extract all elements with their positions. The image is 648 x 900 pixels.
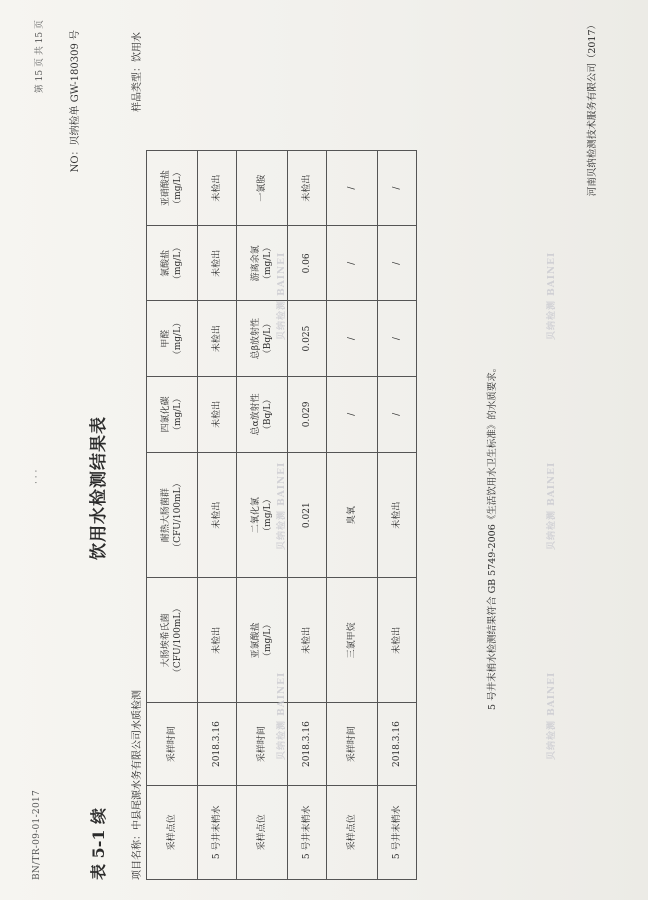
page-title: 饮用水检测结果表 — [89, 416, 109, 560]
value-cell: 0.029 — [288, 376, 327, 452]
conclusion-note: 5 号井末梢水检测结果符合 GB 5749-2006《生活饮用水卫生标准》的水质要求。 — [487, 362, 498, 710]
value-cell: 未检出 — [288, 151, 327, 226]
value-cell: 未检出 — [198, 301, 237, 376]
value-cell: / — [378, 301, 417, 376]
table-label: 表 5-1 续 — [89, 807, 108, 880]
value-cell: 5 号井末梢水 — [378, 785, 417, 879]
form-code: BN/TR-09-01-2017 — [32, 789, 42, 880]
table-row — [198, 151, 237, 880]
value-cell: 未检出 — [198, 453, 237, 578]
rotated-page-content — [24, 20, 624, 880]
value-cell: 2018.3.16 — [198, 703, 237, 785]
value-cell: 未检出 — [198, 151, 237, 226]
header-cell: 采样点位 — [237, 785, 288, 879]
header-cell: / — [327, 376, 378, 452]
value-cell: / — [378, 151, 417, 226]
value-cell: 未检出 — [288, 578, 327, 703]
value-cell: 5 号井末梢水 — [288, 785, 327, 879]
value-cell: 未检出 — [198, 578, 237, 703]
header-cell: 总α放射性 （Bq/L） — [237, 376, 288, 452]
value-cell: 5 号井末梢水 — [198, 785, 237, 879]
header-cell: 氯酸盐 （mg/L） — [147, 226, 198, 301]
watermark: 贝纳检测 BAINEI — [547, 461, 557, 550]
watermark: 贝纳检测 BAINEI — [277, 671, 287, 760]
header-cell: 三氯甲烷 — [327, 578, 378, 703]
sample-type: 样品类型：饮用水 — [132, 32, 143, 112]
watermark: 贝纳检测 BAINEI — [547, 251, 557, 340]
table-row — [288, 151, 327, 880]
header-cell: / — [327, 301, 378, 376]
value-cell: / — [378, 376, 417, 452]
header-cell: / — [327, 226, 378, 301]
header-cell: 亚硝酸盐 （mg/L） — [147, 151, 198, 226]
header-cell: 四氯化碳 （mg/L） — [147, 376, 198, 452]
header-cell: 一氯胺 — [237, 151, 288, 226]
value-cell: 0.021 — [288, 453, 327, 578]
value-cell: 0.06 — [288, 226, 327, 301]
header-cell: 采样时间 — [327, 703, 378, 785]
header-cell: 采样时间 — [237, 703, 288, 785]
header-cell: 大肠埃希氏菌 （CFU/100mL） — [147, 578, 198, 703]
header-cell: 游离余氯 （mg/L） — [237, 226, 288, 301]
header-cell: 亚氯酸盐 （mg/L） — [237, 578, 288, 703]
header-cell: 甲醛 （mg/L） — [147, 301, 198, 376]
project-name: 项目名称：中县尾源水务有限公司水质检测 — [132, 690, 143, 880]
table-row — [378, 151, 417, 880]
company-name: 河南贝纳检测技术服务有限公司（2017） — [587, 20, 598, 197]
header-cell: 总β放射性 （Bq/L） — [237, 301, 288, 376]
value-cell: 未检出 — [378, 578, 417, 703]
table-row — [327, 151, 378, 880]
header-cell: 耐热大肠菌群 （CFU/100mL） — [147, 453, 198, 578]
header-cell: 二氧化氯 （mg/L） — [237, 453, 288, 578]
header-cell: 臭氧 — [327, 453, 378, 578]
page-info: 第 15 页 共 15 页 — [35, 20, 45, 94]
value-cell: 2018.3.16 — [378, 703, 417, 785]
header-cell: / — [327, 151, 378, 226]
value-cell: 0.025 — [288, 301, 327, 376]
table-row — [147, 151, 198, 880]
value-cell: 2018.3.16 — [288, 703, 327, 785]
value-cell: 未检出 — [198, 376, 237, 452]
value-cell: 未检出 — [378, 453, 417, 578]
watermark: 贝纳检测 BAINEI — [277, 461, 287, 550]
watermark: 贝纳检测 BAINEI — [547, 671, 557, 760]
report-number: NO：贝纳检单 GW-180309 号 — [70, 30, 81, 173]
header-cell: 采样点位 — [147, 785, 198, 879]
header-cell: 采样时间 — [147, 703, 198, 785]
watermark: 贝纳检测 BAINEI — [277, 251, 287, 340]
value-cell: / — [378, 226, 417, 301]
header-cell: 采样点位 — [327, 785, 378, 879]
value-cell: 未检出 — [198, 226, 237, 301]
page-marks: · · · — [32, 469, 42, 484]
